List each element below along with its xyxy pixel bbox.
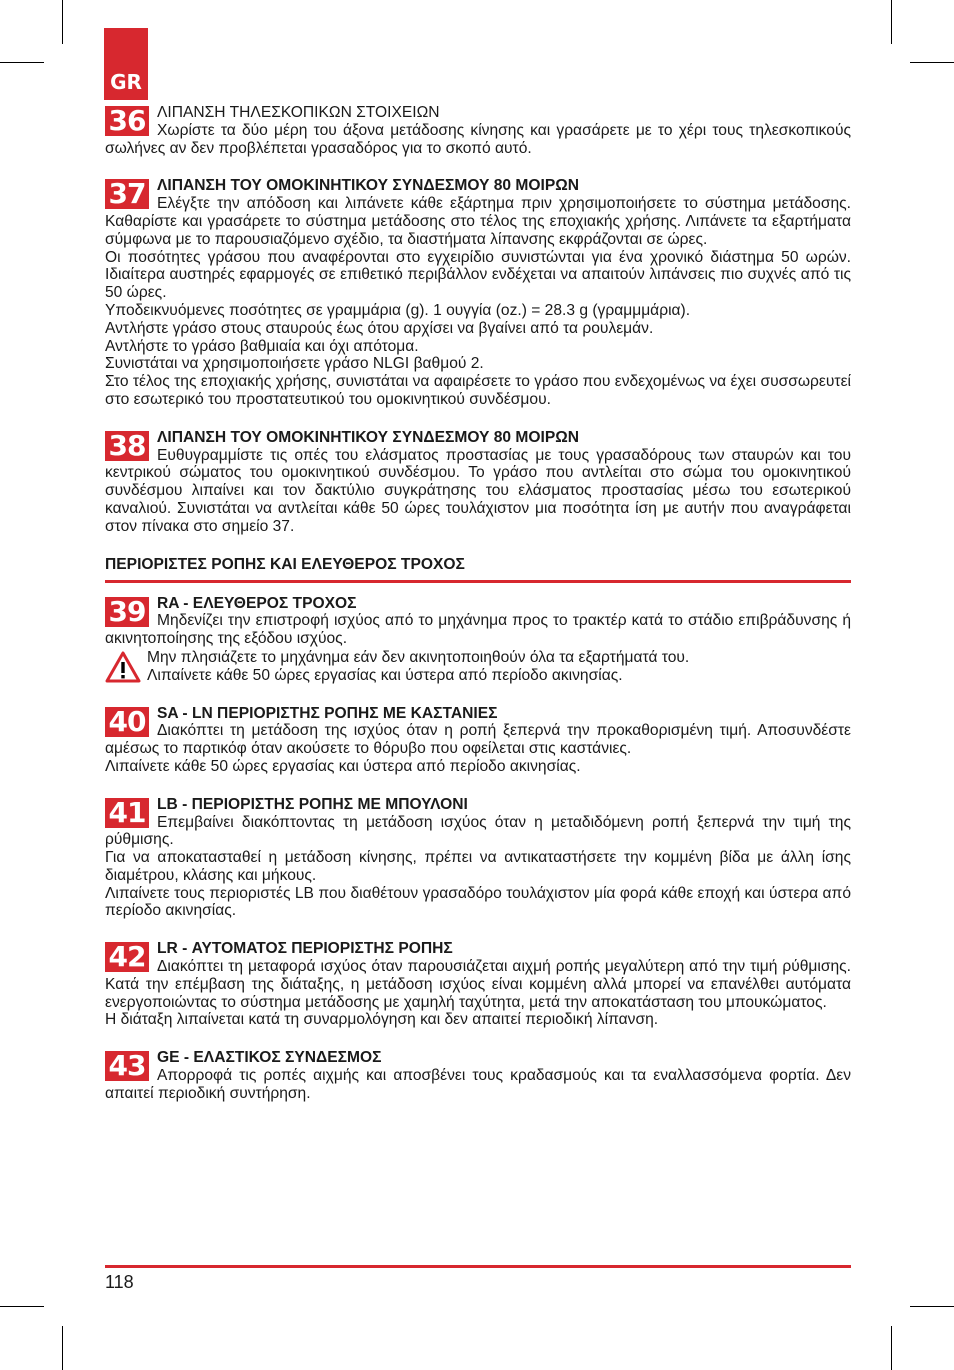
warning-note <box>105 649 851 685</box>
item-title: ΛΙΠΑΝΣΗ ΤΟΥ ΟΜΟΚΙΝΗΤΙΚΟΥ ΣΥΝΔΕΣΜΟΥ 80 ΜΟΙΡΩΝ <box>157 177 580 195</box>
item-number-badge: 38 <box>105 431 149 461</box>
item-text: Αντλήστε το γράσο βαθμιαία και όχι απότομα. <box>105 337 419 355</box>
crop-mark <box>62 1326 63 1370</box>
crop-mark <box>0 62 44 63</box>
crop-mark <box>62 0 63 44</box>
warning-text: Μην πλησιάζετε το μηχάνημα εάν δεν ακινητοποιηθούν όλα τα εξαρτήματά του. <box>147 648 690 666</box>
item-number-badge: 41 <box>105 798 149 828</box>
item-text: Επεμβαίνει διακόπτοντας τη μετάδοση ισχύος όταν η μεταδιδόμενη ροπή ξεπερνά την τιμή της ρύθμισης. <box>105 813 851 849</box>
item-title: ΛΙΠΑΝΣΗ ΤΟΥ ΟΜΟΚΙΝΗΤΙΚΟΥ ΣΥΝΔΕΣΜΟΥ 80 ΜΟΙΡΩΝ <box>157 428 580 446</box>
instruction-item-42 <box>105 940 851 1029</box>
footer-divider <box>105 1265 851 1268</box>
item-number-badge: 43 <box>105 1051 149 1081</box>
item-text: Χωρίστε τα δύο μέρη του άξονα μετάδοσης κίνησης και γρασάρετε με το χέρι τους τηλεσκοπικούς σωλήνες αν δεν προβλέπεται γρασαδόρος για το σκοπό αυτό. <box>105 121 851 157</box>
item-text: Λιπαίνετε κάθε 50 ώρες εργασίας και ύστερα από περίοδο ακινησίας. <box>147 666 623 684</box>
item-text: Μηδενίζει την επιστροφή ισχύος από το μηχάνημα προς το τρακτέρ κατά το στάδιο επιβράδυνσης ή ακινητοποίησης της εξόδου ισχύος. <box>105 612 851 648</box>
item-text: Ελέγξτε την απόδοση και λιπάνετε κάθε εξάρτημα πριν χρησιμοποιήσετε το σύστημα μετάδοσης. Καθαρίστε και γρασάρετε το σύστημα μετάδοσης στο τέλος της εποχιακής χρήσης. Λιπάνετε τα εξαρτήματα σύμφωνα με το παρουσιαζόμενο σχέδιο, τα διαστήματα λίπανσης εκφράζονται σε ώρες. <box>105 195 851 248</box>
item-number-badge: 39 <box>105 597 149 627</box>
item-text: Λιπαίνετε κάθε 50 ώρες εργασίας και ύστερα από περίοδο ακινησίας. <box>105 757 581 775</box>
page-number: 118 <box>105 1272 134 1292</box>
item-number-badge: 36 <box>105 106 149 136</box>
item-text: Απορροφά τις ροπές αιχμής και αποσβένει τους κραδασμούς και τα εναλλασσόμενα φορτία. Δεν απαιτεί περιοδική συντήρηση. <box>105 1067 851 1102</box>
crop-mark <box>891 1326 892 1370</box>
item-text: Υποδεικνυόμενες ποσότητες σε γραμμάρια (g). 1 ουγγία (oz.) = 28.3 g (γραμμμάρια). <box>105 301 691 319</box>
item-title: SA - LN ΠΕΡΙΟΡΙΣΤΗΣ ΡΟΠΗΣ ΜΕ ΚΑΣΤΑΝΙΕΣ <box>157 704 498 722</box>
item-text: Διακόπτει τη μετάδοση της ισχύος όταν η ροπή ξεπερνά την προκαθορισμένη τιμή. Αποσυνδέστε αμέσως το παρτικόφ όταν ακούσετε το θόρυβο που οφείλεται στις καστάνιες. <box>105 722 851 758</box>
instruction-item-41 <box>105 796 851 921</box>
item-title: ΛΙΠΑΝΣΗ ΤΗΛΕΣΚΟΠΙΚΩΝ ΣΤΟΙΧΕΙΩΝ <box>157 104 440 121</box>
crop-mark <box>910 1306 954 1307</box>
warning-triangle-icon <box>105 651 141 683</box>
crop-mark <box>910 62 954 63</box>
item-number-badge: 42 <box>105 942 149 972</box>
item-title: RA - ΕΛΕΥΘΕΡΟΣ ΤΡΟΧΟΣ <box>157 594 357 612</box>
item-title: LR - ΑΥΤΟΜΑΤΟΣ ΠΕΡΙΟΡΙΣΤΗΣ ΡΟΠΗΣ <box>157 940 453 958</box>
instruction-item-38 <box>105 429 851 536</box>
item-number-badge: 37 <box>105 179 149 209</box>
instruction-item-43 <box>105 1049 851 1102</box>
document-body <box>105 104 851 1103</box>
instruction-item-36 <box>105 104 851 157</box>
item-text: Ευθυγραμμίστε τις οπές του ελάσματος προστασίας με τους γρασαδόρους των σταυρών και του κεντρικού σώματος του ομοκινητικού συνδέσμου. Το γράσο που αντλείται στο σώμα του ομοκινητικού συνδέσμου λιπαίνει και τον δακτύλιο συγκράτησης του ελάσματος προστασίας μέσω του εσωτερικού καναλιού. Συνιστάται να αντλείται κάθε 50 ώρες τουλάχιστον μια ποσότητα ίση με αυτήν που αναγράφεται στον πίνακα στο σημείο 37. <box>105 446 851 535</box>
item-text: Αντλήστε γράσο στους σταυρούς έως ότου αρχίσει να βγαίνει από τα ρουλεμάν. <box>105 319 654 337</box>
item-text: Συνιστάται να χρησιμοποιήσετε γράσο NLGI βαθμού 2. <box>105 355 484 373</box>
item-text: Η διάταξη λιπαίνεται κατά τη συναρμολόγηση και δεν απαιτεί περιοδική λίπανση. <box>105 1011 659 1029</box>
instruction-item-39 <box>105 595 851 685</box>
instruction-item-37 <box>105 177 851 408</box>
item-text: Για να αποκατασταθεί η μετάδοση κίνησης, πρέπει να αντικαταστήσετε την κομμένη βίδα με άλλη ίσης διαμέτρου, κλάσης και μήκους. <box>105 849 851 884</box>
item-title: GE - ΕΛΑΣΤΙΚΟΣ ΣΥΝΔΕΣΜΟΣ <box>157 1049 382 1067</box>
crop-mark <box>0 1306 44 1307</box>
instruction-item-40 <box>105 705 851 776</box>
item-text: Στο τέλος της εποχιακής χρήσης, συνιστάται να αφαιρέσετε το γράσο που ενδεχομένως να έχει συσσωρευτεί στο εσωτερικό του προστατευτικού του ομοκινητικού συνδέσμου. <box>105 373 851 408</box>
section-heading: ΠΕΡΙΟΡΙΣΤΕΣ ΡΟΠΗΣ ΚΑΙ ΕΛΕΥΘΕΡΟΣ ΤΡΟΧΟΣ <box>105 556 851 583</box>
item-text: Λιπαίνετε τους περιοριστές LB που διαθέτουν γρασαδόρο τουλάχιστον μία φορά κάθε εποχή και ύστερα από περίοδο ακινησίας. <box>105 884 851 920</box>
item-title: LB - ΠΕΡΙΟΡΙΣΤΗΣ ΡΟΠΗΣ ΜΕ ΜΠΟΥΛΟΝΙ <box>157 795 468 813</box>
item-text: Οι ποσότητες γράσου που αναφέρονται στο εγχειρίδιο συνιστώνται για ένα χρονικό διάστημα 50 ωρών. Ιδιαίτερα αυστηρές εφαρμογές σε επιθετικό περιβάλλον ενδέχεται να απαιτούν λιπάνσεις πιο συχνές από τις 50 ώρες. <box>105 248 851 302</box>
item-text: Διακόπτει τη μεταφορά ισχύος όταν παρουσιάζεται αιχμή ροπής μεγαλύτερη από την τιμή ρύθμισης. Κατά την επέμβαση της διάταξης, η μετάδοση ισχύος είναι κομμένη αλλά μπορεί να επανέλθει αυτόματα ενεργοποιώντας το σύστημα μετάδοσης με χαμηλή ταχύτητα, μετά την αποκατάσταση του μπουκώματος. <box>105 958 851 1011</box>
crop-mark <box>891 0 892 44</box>
item-number-badge: 40 <box>105 707 149 737</box>
language-tab: GR <box>104 28 148 100</box>
